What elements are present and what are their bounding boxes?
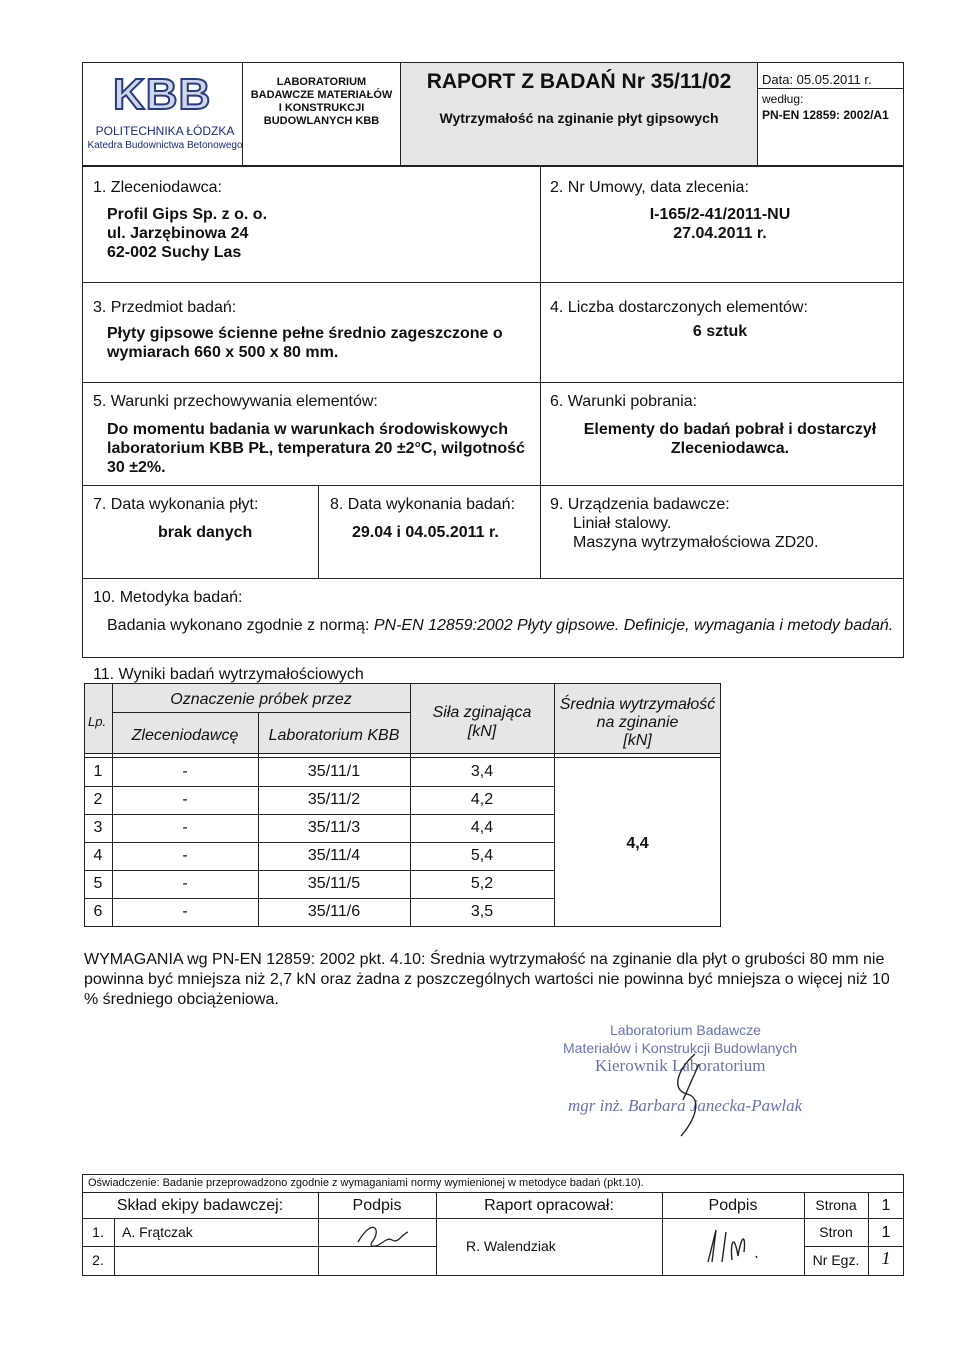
member1-name: A. Frątczak: [122, 1224, 193, 1240]
row-client: -: [182, 763, 188, 780]
row-force: 5,2: [470, 875, 494, 892]
row-lab: 35/11/2: [307, 791, 361, 808]
col-header-client: Zleceniodawcę: [131, 727, 239, 744]
contract-date: 27.04.2011 r.: [673, 225, 767, 242]
row-lab: 35/11/1: [307, 763, 361, 780]
subject-line1: Płyty gipsowe ścienne pełne średnio zageszczone o: [107, 325, 503, 342]
statement-text: Oświadczenie: Badanie przeprowadzono zgodnie z wymaganiami normy wymienionej w metodyce badań (pkt.10).: [88, 1177, 644, 1189]
row-force: 3,5: [470, 903, 494, 920]
col-header-force-1: Siła zginająca: [432, 704, 532, 721]
lab-name: [243, 76, 400, 128]
col-header-avg-1: Średnia wytrzymałość: [559, 696, 716, 713]
method-text: [107, 616, 893, 635]
page-value: 1: [881, 1197, 891, 1214]
row-force: 4,2: [470, 791, 494, 808]
row-lp: 3: [93, 819, 103, 836]
row-lab: 35/11/3: [307, 819, 361, 836]
client-city: 62-002 Suchy Las: [107, 244, 242, 261]
col-header-force-2: [kN]: [467, 723, 497, 740]
col-header-group: Oznaczenie próbek przez: [170, 691, 352, 708]
contract-number: I-165/2-41/2011-NU: [649, 206, 791, 223]
row-force: 4,4: [470, 819, 494, 836]
row-force: 5,4: [470, 847, 494, 864]
row-client: -: [182, 791, 188, 808]
stamp-line1: Laboratorium Badawcze: [610, 1022, 761, 1038]
row-client: -: [182, 875, 188, 892]
sampling-label: 6. Warunki pobrania:: [550, 393, 698, 410]
preparer-name: R. Walendziak: [466, 1238, 556, 1254]
prepared-sign-label: Podpis: [708, 1197, 758, 1214]
row-lab: 35/11/5: [307, 875, 361, 892]
stamp-line2: Materiałów i Konstrukcji Budowlanych: [563, 1040, 798, 1056]
report-title: RAPORT Z BADAŃ Nr 35/11/02: [426, 70, 732, 93]
report-date: Data: 05.05.2011 r.: [762, 72, 872, 87]
client-street: ul. Jarzębinowa 24: [107, 225, 249, 242]
delivered-count-value: 6 sztuk: [692, 323, 748, 340]
row-lp: 2: [93, 791, 103, 808]
member1-number: 1.: [92, 1224, 104, 1240]
copy-value: 1: [881, 1248, 891, 1268]
method-standard: PN-EN 12859:2002 Płyty gipsowe. Definicje, wymagania i metody badań.: [373, 617, 894, 634]
storage-label: 5. Warunki przechowywania elementów:: [93, 393, 378, 410]
delivered-count-label: 4. Liczba dostarczonych elementów:: [550, 299, 808, 316]
requirements-line1: WYMAGANIA wg PN-EN 12859: 2002 pkt. 4.10: Średnia wytrzymałość na zginanie dla płyt o grubości 80 mm nie: [84, 951, 885, 968]
row-lp: 6: [93, 903, 103, 920]
results-label: 11. Wyniki badań wytrzymałościowych: [93, 666, 364, 683]
production-date-label: 7. Data wykonania płyt:: [93, 496, 259, 513]
equipment-label: 9. Urządzenia badawcze:: [550, 496, 730, 513]
average-strength: 4,4: [626, 835, 649, 852]
director-signature: [665, 1050, 715, 1140]
method-text-plain: Badania wykonano zgodnie z normą:: [107, 617, 374, 634]
lab-name-line4: BUDOWLANYCH KBB: [263, 115, 380, 127]
report-subtitle: Wytrzymałość na zginanie płyt gipsowych: [439, 110, 719, 126]
equipment-line2: Maszyna wytrzymałościowa ZD20.: [573, 534, 819, 551]
test-date-value: 29.04 i 04.05.2011 r.: [352, 524, 499, 541]
lab-name-line2: BADAWCZE MATERIAŁÓW: [250, 89, 393, 101]
pages-value: 1: [881, 1224, 891, 1241]
standard-value: PN-EN 12859: 2002/A1: [762, 108, 889, 122]
col-header-lp: Lp.: [88, 714, 107, 729]
row-lab: 35/11/4: [307, 847, 361, 864]
team-sign-label: Podpis: [352, 1197, 402, 1214]
client-label: 1. Zleceniodawca:: [93, 179, 222, 196]
contract-label: 2. Nr Umowy, data zlecenia:: [550, 179, 749, 196]
pages-label: Stron: [819, 1224, 853, 1240]
page-label: Strona: [815, 1197, 857, 1213]
stamp-line3: Kierownik Laboratorium: [595, 1056, 766, 1075]
storage-line1: Do momentu badania w warunkach środowiskowych: [107, 421, 508, 438]
lab-name-line1: LABORATORIUM: [276, 76, 367, 88]
storage-line3: 30 ±2%.: [107, 459, 166, 476]
prepared-label: Raport opracował:: [484, 1197, 614, 1214]
logo-text: KBB: [113, 70, 212, 119]
requirements-text: [84, 950, 904, 1010]
col-header-avg-3: [kN]: [623, 732, 652, 749]
member2-number: 2.: [92, 1252, 104, 1268]
sampling-line2: Zleceniodawca.: [670, 440, 790, 457]
team-label: Skład ekipy badawczej:: [116, 1197, 284, 1214]
test-date-label: 8. Data wykonania badań:: [330, 496, 516, 513]
row-lp: 4: [93, 847, 103, 864]
row-force: 3,4: [470, 763, 494, 780]
sampling-line1: Elementy do badań pobrał i dostarczył: [583, 421, 877, 438]
row-lab: 35/11/6: [307, 903, 361, 920]
subject-label: 3. Przedmiot badań:: [93, 299, 237, 316]
col-header-avg-2: na zginanie: [596, 714, 679, 731]
copy-label: Nr Egz.: [812, 1252, 860, 1268]
logo-department: Katedra Budownictwa Betonowego: [87, 140, 243, 151]
row-lp: 5: [93, 875, 103, 892]
requirements-line3: % średniego obciążeniowa.: [84, 991, 279, 1008]
row-client: -: [182, 847, 188, 864]
row-client: -: [182, 903, 188, 920]
storage-line2: laboratorium KBB PŁ, temperatura 20 ±2°C, wilgotność: [107, 440, 525, 457]
logo-university: POLITECHNIKA ŁÓDZKA: [95, 124, 235, 138]
equipment-line1: Liniał stalowy.: [573, 515, 672, 532]
production-date-value: brak danych: [158, 524, 253, 541]
client-name: Profil Gips Sp. z o. o.: [107, 206, 268, 223]
stamp-line4: mgr inż. Barbara Janecka-Pawlak: [568, 1096, 803, 1115]
row-lp: 1: [93, 763, 103, 780]
lab-name-line3: I KONSTRUKCJI: [278, 102, 365, 114]
method-label: 10. Metodyka badań:: [93, 589, 243, 606]
subject-line2: wymiarach 660 x 500 x 80 mm.: [107, 344, 339, 361]
preparer-signature: [700, 1222, 770, 1268]
col-header-lab: Laboratorium KBB: [268, 727, 400, 744]
member1-signature: [352, 1220, 412, 1250]
kbb-logo: [87, 70, 243, 158]
standard-label: według:: [762, 92, 804, 106]
row-client: -: [182, 819, 188, 836]
requirements-line2: powinna być mniejsza niż 2,7 kN oraz żadna z poszczególnych wartości nie powinna być mniejsza o więcej niż 10: [84, 971, 890, 988]
